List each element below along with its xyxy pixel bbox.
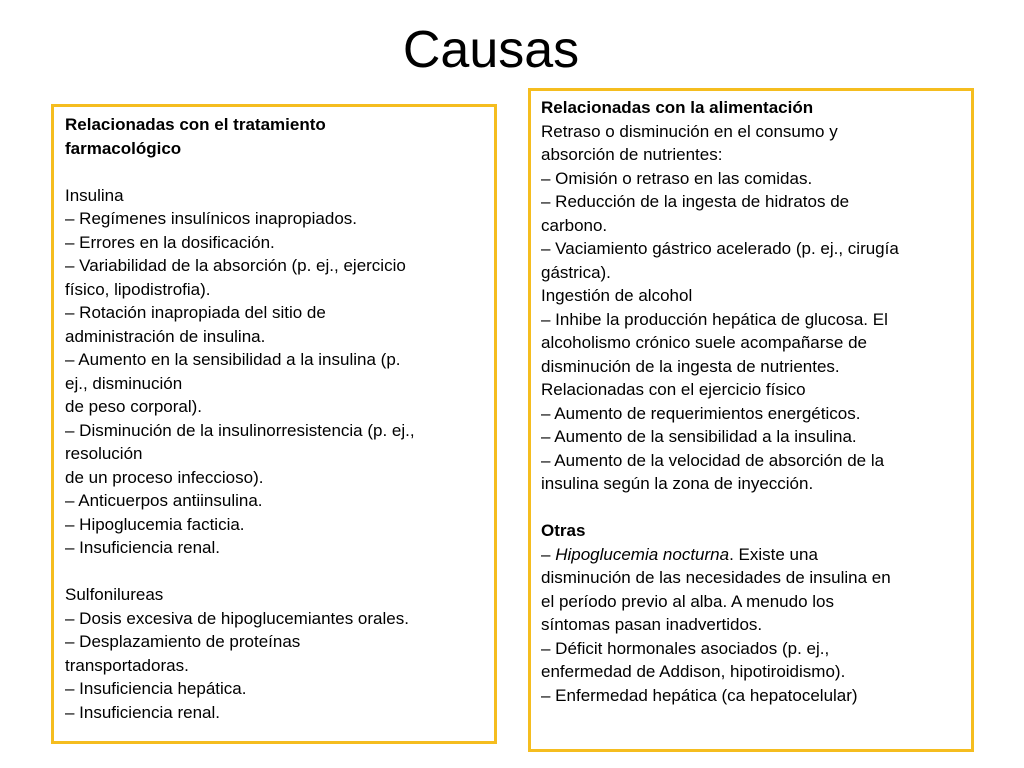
other-causes-box <box>528 88 974 752</box>
list-item: el período previo al alba. A menudo los <box>541 591 834 611</box>
list-item: – Regímenes insulínicos inapropiados. <box>65 209 358 228</box>
list-item: – Aumento de requerimientos energéticos. <box>541 403 861 423</box>
list-item: – Disminución de la insulinorresistencia (p. ej., <box>65 420 415 440</box>
list-item: – Anticuerpos antiinsulina. <box>65 491 263 510</box>
list-item: – Variabilidad de la absorción (p. ej., ejercicio <box>65 256 406 275</box>
list-item: Retraso o disminución en el consumo y <box>541 121 838 141</box>
list-item: enfermedad de Addison, hipotiroidismo). <box>541 662 846 681</box>
list-item: – Aumento de la sensibilidad a la insulina. <box>541 427 857 446</box>
list-item: carbono. <box>541 215 608 235</box>
list-item: disminución de la ingesta de nutrientes. <box>541 356 840 376</box>
list-item: – Aumento de la velocidad de absorción de la <box>541 450 885 470</box>
spacer <box>65 560 486 584</box>
list-item: – Rotación inapropiada del sitio de <box>65 303 326 322</box>
slide-title: Causas <box>402 21 580 79</box>
list-item: disminución de las necesidades de insulina en <box>541 568 891 587</box>
list-item: Relacionadas con el ejercicio físico <box>541 380 806 399</box>
list-item: gástrica). <box>541 262 611 282</box>
list-item: – Aumento en la sensibilidad a la insulina (p. <box>65 350 401 369</box>
list-item <box>541 543 963 567</box>
list-item: resolución <box>65 444 143 463</box>
list-item: – Omisión o retraso en las comidas. <box>541 168 813 188</box>
list-item: absorción de nutrientes: <box>541 145 723 164</box>
box-heading: farmacológico <box>65 138 182 158</box>
list-item: alcoholismo crónico suele acompañarse de <box>541 333 868 352</box>
list-item: Ingestión de alcohol <box>541 286 693 305</box>
list-item: ej., disminución <box>65 373 183 393</box>
sentence-rest: . Existe una <box>729 544 818 564</box>
section-heading-sulfonilureas: Sulfonilureas <box>65 585 164 604</box>
list-item: insulina según la zona de inyección. <box>541 474 814 493</box>
list-item: síntomas pasan inadvertidos. <box>541 615 763 634</box>
pharmacological-causes-box <box>51 104 497 744</box>
list-item: de un proceso infeccioso). <box>65 467 264 487</box>
section-heading-otras: Otras <box>541 521 586 540</box>
list-item: – Déficit hormonales asociados (p. ej., <box>541 638 830 658</box>
list-item: – Dosis excesiva de hipoglucemiantes orales. <box>65 608 409 628</box>
list-item: de peso corporal). <box>65 397 203 416</box>
list-item: – Insuficiencia renal. <box>65 702 220 722</box>
list-item: – Inhibe la producción hepática de glucosa. El <box>541 309 888 329</box>
list-item: transportadoras. <box>65 655 189 675</box>
spacer <box>541 496 963 520</box>
list-item: – Insuficiencia renal. <box>65 538 220 557</box>
list-item: – Errores en la dosificación. <box>65 232 275 252</box>
box-heading: Relacionadas con el tratamiento <box>65 115 326 134</box>
list-item: físico, lipodistrofia). <box>65 279 211 299</box>
list-item: administración de insulina. <box>65 326 266 346</box>
list-item: – Reducción de la ingesta de hidratos de <box>541 192 850 211</box>
dash-prefix: – <box>541 544 556 564</box>
section-heading-insulina: Insulina <box>65 185 124 205</box>
box-heading: Relacionadas con la alimentación <box>541 98 814 117</box>
list-item: – Insuficiencia hepática. <box>65 679 247 698</box>
list-item: – Desplazamiento de proteínas <box>65 632 301 651</box>
italic-term: Hipoglucemia nocturna <box>555 544 730 564</box>
spacer <box>65 160 486 184</box>
list-item: – Vaciamiento gástrico acelerado (p. ej., cirugía <box>541 239 899 258</box>
list-item: – Enfermedad hepática (ca hepatocelular) <box>541 685 858 705</box>
list-item: – Hipoglucemia facticia. <box>65 514 245 534</box>
